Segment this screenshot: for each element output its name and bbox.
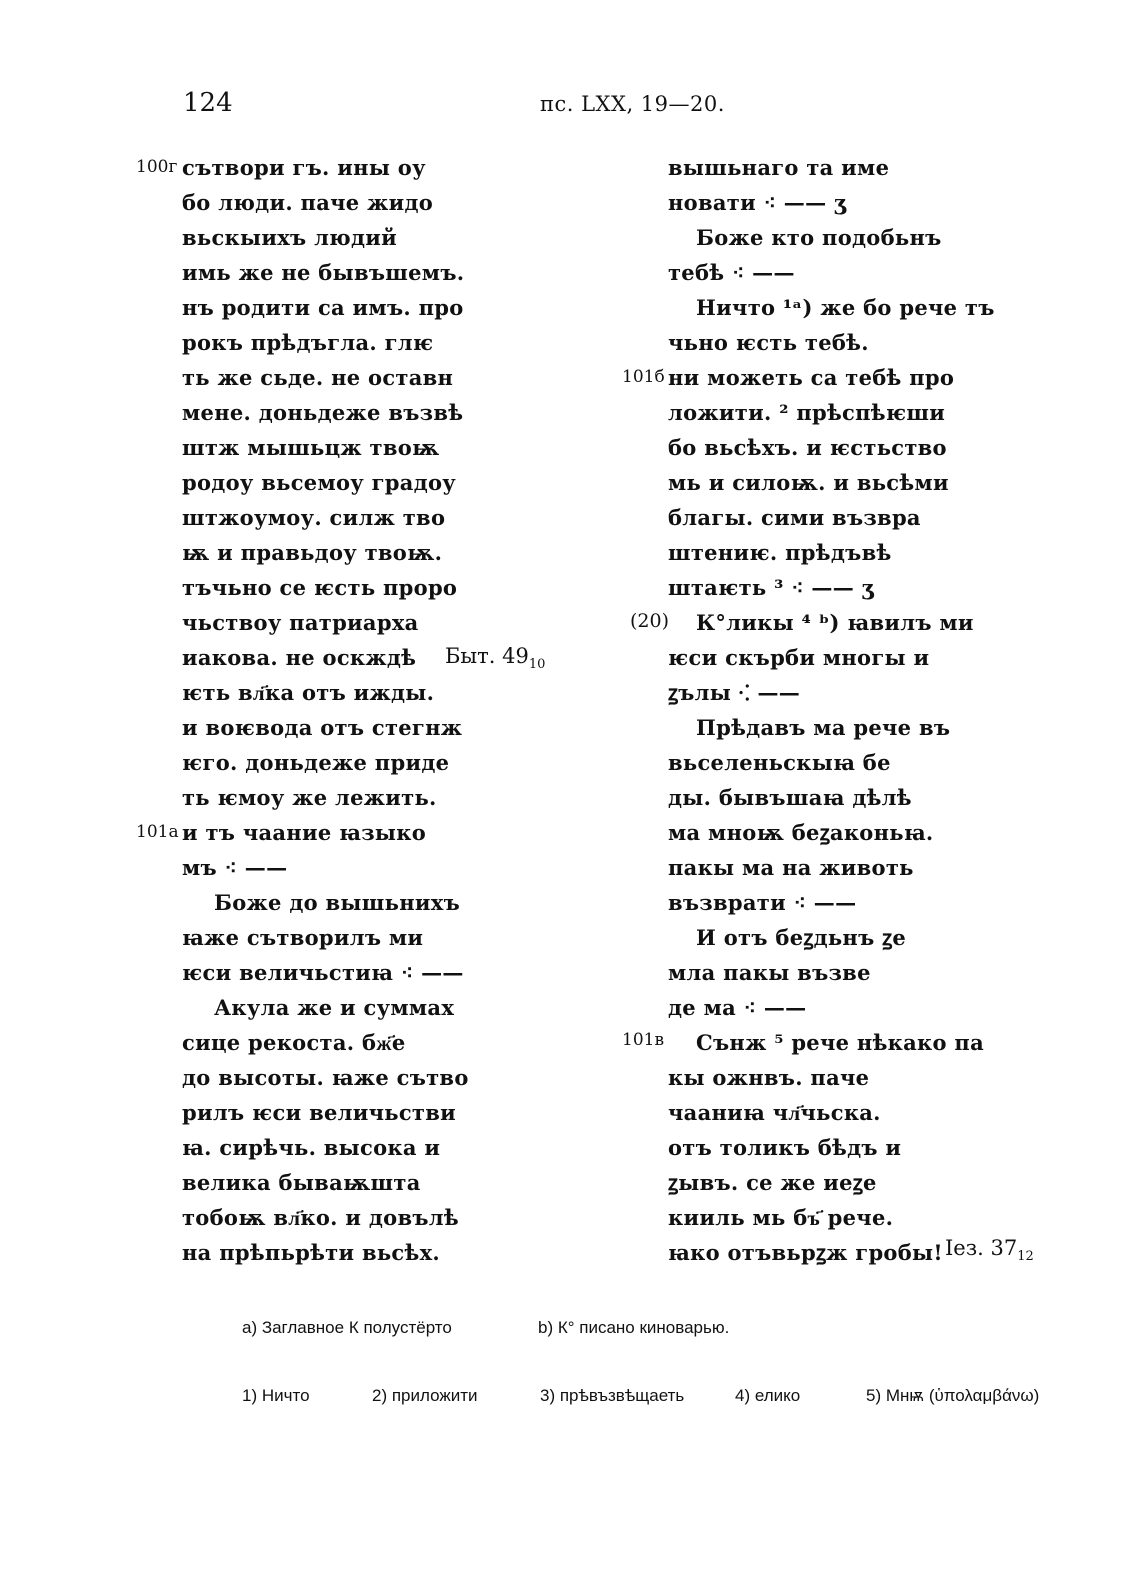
text-line: бо люди. паче жидо — [182, 190, 434, 215]
text-line: ть ѥмоу же лежить. — [182, 785, 437, 810]
text-line: мла пакы възве — [668, 960, 871, 985]
text-line: К°ликы ⁴ ᵇ) ꙗвилъ ми — [696, 610, 974, 635]
verse-marker: (20) — [630, 610, 670, 632]
text-line: чааниꙗ чл҃чьска. — [668, 1100, 881, 1125]
footnote-5: 5) Мнѭ (ὑπολαμβάνω) — [866, 1386, 1040, 1405]
text-line: мъ ⁖ —— — [182, 855, 288, 880]
text-line: бо вьсѣхъ. и ѥстьство — [668, 435, 947, 460]
reference-text: Быт. 49 — [445, 644, 529, 668]
footnote-1: 1) Ничто — [242, 1386, 310, 1405]
footnote-b: b) К° писано киноварью. — [538, 1318, 730, 1337]
text-line: ть же сьде. не оставн — [182, 365, 454, 390]
text-line: штаѥть ³ ⁖ —— ʒ — [668, 575, 874, 600]
text-line: на прѣпьрѣти вьсѣх. — [182, 1240, 441, 1265]
text-line: штениѥ. прѣдъвѣ — [668, 540, 892, 565]
text-line: вышьнаго та име — [668, 155, 890, 180]
folio-marker: 101б — [622, 367, 665, 387]
text-line: ꙗже сътворилъ ми — [182, 925, 424, 950]
text-line: рокъ прѣдъгла. глѥ — [182, 330, 434, 355]
text-line: Акула же и суммах — [214, 995, 455, 1020]
folio-marker: 101в — [622, 1030, 665, 1050]
text-line: благы. сими възвра — [668, 505, 921, 530]
text-line: ѥго. доньдеже приде — [182, 750, 450, 775]
text-line: новати ⁖ —— ʒ — [668, 190, 847, 215]
text-line: тобоѭ вл҃ко. и довълѣ — [182, 1205, 459, 1230]
text-line: ꙗко отъвьрꙁж гробы! — [668, 1240, 943, 1265]
folio-marker: 100г — [136, 157, 178, 177]
text-line: и воѥвода отъ стегнж — [182, 715, 463, 740]
text-line: сице рекоста. бж҃е — [182, 1030, 406, 1055]
text-line: ꙁывъ. се же иеꙁе — [668, 1170, 877, 1195]
right-column — [668, 150, 995, 1270]
text-line: ма мноѭ беꙁаконьꙗ. — [668, 820, 934, 845]
running-head: пс. LXX, 19—20. — [540, 92, 725, 116]
text-line: велика бываѭшта — [182, 1170, 421, 1195]
text-line: кииль мь бъ҃ рече. — [668, 1205, 894, 1230]
reference-subscript: 12 — [1017, 1249, 1034, 1265]
text-line: вьскыихъ людий — [182, 225, 398, 250]
text-line: Прѣдавъ ма рече въ — [696, 715, 951, 740]
footnote-4: 4) елико — [735, 1386, 801, 1405]
text-line: ложити. ² прѣспѣѥши — [668, 400, 946, 425]
text-line: мь и силоѭ. и вьсѣми — [668, 470, 949, 495]
text-line: чьно ѥсть тебѣ. — [668, 330, 869, 355]
text-line: де ма ⁖ —— — [668, 995, 807, 1020]
text-line: пакы ма на животь — [668, 855, 914, 880]
text-line: кы ожнвъ. паче — [668, 1065, 870, 1090]
text-line: сътвори гъ. ины оу — [182, 155, 426, 180]
text-line: вьселеньскыꙗ бе — [668, 750, 891, 775]
text-line: ѥть вл҃ка отъ ижды. — [182, 680, 435, 705]
text-line: рилъ ѥси величьстви — [182, 1100, 457, 1125]
text-line: възврати ⁖ —— — [668, 890, 857, 915]
text-line: ѥси скърби многы и — [668, 645, 930, 670]
text-line: нъ родити са имъ. про — [182, 295, 464, 320]
text-line: штж мышьцж твоѭ — [182, 435, 440, 460]
bible-reference — [945, 1236, 1034, 1264]
text-line: отъ толикъ бѣдъ и — [668, 1135, 902, 1160]
footnote-3: 3) прѣвъзвѣщаеть — [540, 1386, 685, 1405]
reference-subscript: 10 — [528, 657, 546, 673]
text-line: Ничто ¹ᵃ) же бо рече тъ — [696, 295, 995, 320]
text-line: ды. бывъшаꙗ дѣлѣ — [668, 785, 912, 810]
page-number: 124 — [183, 88, 233, 118]
text-line: штжоумоу. силж тво — [182, 505, 446, 530]
text-line: И отъ беꙁдьнъ ꙁе — [696, 925, 906, 950]
text-line: ꙁълы ⁖ —— — [668, 680, 801, 705]
reference-text: Іез. 37 — [945, 1236, 1018, 1260]
text-line: ꙗ. сирѣчь. высока и — [182, 1135, 441, 1160]
text-line: Сънж ⁵ рече нѣкако па — [696, 1030, 984, 1055]
text-line: и тъ чаание ꙗзыко — [182, 820, 427, 845]
text-line: ѭ и правьдоу твоѭ. — [182, 540, 443, 565]
text-line: иакова. не оскждѣ — [182, 645, 417, 670]
text-line: ни можеть са тебѣ про — [668, 365, 955, 390]
bible-reference — [445, 644, 545, 672]
text-line: тъчьно се ѥсть проро — [182, 575, 458, 600]
text-line: Боже до вышьнихъ — [214, 890, 460, 915]
footnote-2: 2) приложити — [372, 1386, 478, 1405]
text-line: Боже кто подобьнъ — [696, 225, 942, 250]
text-line: ѥси величьстиꙗ ⁖ —— — [182, 960, 464, 985]
text-line: до высоты. ꙗже сътво — [182, 1065, 469, 1090]
left-column — [182, 150, 469, 1270]
folio-marker: 101а — [136, 822, 179, 842]
text-line: родоу вьсемоу градоу — [182, 470, 457, 495]
text-line: тебѣ ⁖ —— — [668, 260, 795, 285]
text-line: мене. доньдеже възвѣ — [182, 400, 464, 425]
text-line: имь же не бывъшемъ. — [182, 260, 465, 285]
text-line: чьствоу патриарха — [182, 610, 419, 635]
footnote-a: а) Заглавное К полустёрто — [242, 1318, 452, 1337]
